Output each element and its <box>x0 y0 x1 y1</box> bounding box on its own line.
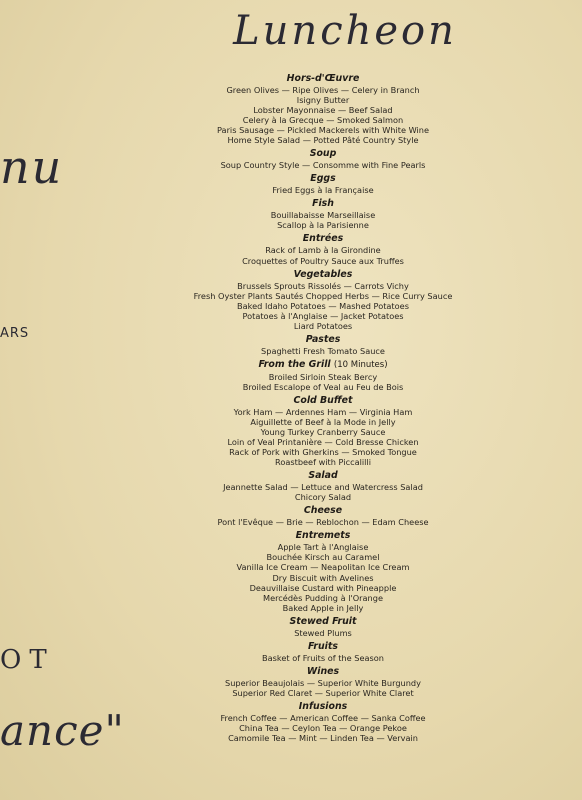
menu-item-line: Pont l'Evêque — Brie — Reblochon — Edam Cheese <box>217 517 429 528</box>
section-heading-text: Fruits <box>308 640 338 652</box>
menu-section <box>176 73 470 145</box>
menu-item-line: Dry Biscuit with Avelines <box>272 572 374 583</box>
menu-section <box>176 395 470 467</box>
cover-fragment-ars: ARS <box>0 326 30 341</box>
menu-item-line: Lobster Mayonnaise — Beef Salad <box>253 105 393 116</box>
menu-section <box>176 173 470 195</box>
section-heading <box>176 233 470 244</box>
menu-title: Luncheon <box>233 8 457 54</box>
section-heading <box>176 701 470 712</box>
menu-item-line: Chicory Salad <box>294 492 352 503</box>
menu-item-line: Home Style Salad — Potted Pâté Country Style <box>227 135 419 146</box>
section-heading-text: Infusions <box>298 700 348 712</box>
section-heading-text: Cold Buffet <box>293 394 353 406</box>
menu-item-line: Brussels Sprouts Rissolés — Carrots Vichy <box>237 280 409 291</box>
menu-section <box>176 148 470 170</box>
menu-item-line: French Coffee — American Coffee — Sanka Coffee <box>220 712 426 723</box>
menu-item-line: Green Olives — Ripe Olives — Celery in Branch <box>226 85 420 95</box>
section-heading <box>176 530 470 541</box>
menu-section <box>176 359 470 392</box>
menu-item-line: Fresh Oyster Plants Sautés Chopped Herbs — Rice Curry Sauce <box>193 290 453 301</box>
menu-section <box>176 616 470 638</box>
menu-item-line: Superior Red Claret — Superior White Claret <box>232 687 414 698</box>
section-heading <box>176 173 470 184</box>
menu-item-line: Broiled Escalope of Veal au Feu de Bois <box>242 381 404 392</box>
section-heading <box>176 148 470 159</box>
menu-section <box>176 641 470 663</box>
menu-item-line: Isigny Butter <box>296 95 350 106</box>
menu-item-line: Fried Eggs à la Française <box>272 185 374 196</box>
menu-section <box>176 666 470 698</box>
section-heading-text: Wines <box>306 665 340 677</box>
menu-item-line: Celery à la Grecque — Smoked Salmon <box>242 115 404 126</box>
section-heading <box>176 641 470 652</box>
menu-item-line: Potatoes à l'Anglaise — Jacket Potatoes <box>242 310 404 321</box>
menu-section <box>176 269 470 331</box>
menu-list <box>176 70 470 743</box>
section-heading-text: Fish <box>312 198 334 210</box>
menu-section <box>176 530 470 612</box>
section-heading-text: Vegetables <box>293 268 353 280</box>
menu-item-line: York Ham — Ardennes Ham — Virginia Ham <box>233 406 413 417</box>
menu-item-line: Soup Country Style — Consomme with Fine Pearls <box>220 160 426 171</box>
menu-item-line: Stewed Plums <box>294 627 352 638</box>
menu-item-line: Broiled Sirloin Steak Bercy <box>268 371 378 382</box>
menu-item-line: Apple Tart à l'Anglaise <box>277 542 369 553</box>
cover-fragment-nu: nu <box>0 140 64 194</box>
section-heading-text: Entrées <box>302 233 344 245</box>
section-heading-text: Entremets <box>295 530 351 542</box>
menu-item-line: Loin of Veal Printanière — Cold Bresse Chicken <box>227 437 419 448</box>
section-heading-text: Pastes <box>305 333 341 345</box>
section-heading <box>176 505 470 516</box>
menu-item-line: Vanilla Ice Cream — Neapolitan Ice Cream <box>236 562 410 573</box>
section-heading <box>176 198 470 209</box>
menu-item-line: Superior Beaujolais — Superior White Burgundy <box>225 677 421 688</box>
menu-item-line: Rack of Pork with Gherkins — Smoked Tongue <box>229 447 417 458</box>
menu-item-line: Aiguillette of Beef à la Mode in Jelly <box>250 416 396 427</box>
menu-section <box>176 198 470 230</box>
menu-item-line: China Tea — Ceylon Tea — Orange Pekoe <box>239 722 407 733</box>
menu-item-line: Croquettes of Poultry Sauce aux Truffes <box>242 255 404 266</box>
menu-item-line: Young Turkey Cranberry Sauce <box>260 427 386 438</box>
section-heading <box>176 470 470 481</box>
section-heading <box>176 73 470 84</box>
section-heading-text: Cheese <box>303 505 343 517</box>
menu-item-line: Mercédès Pudding à l'Orange <box>263 592 383 603</box>
menu-item-line: Deauvillaise Custard with Pineapple <box>249 582 397 593</box>
menu-item-line: Baked Apple in Jelly <box>282 602 364 613</box>
menu-item-line: Jeannette Salad — Lettuce and Watercress Salad <box>223 482 423 493</box>
menu-item-line: Bouillabaisse Marseillaise <box>270 210 376 221</box>
section-heading-text: Soup <box>309 148 337 160</box>
menu-item-line: Roastbeef with Piccalilli <box>275 457 371 468</box>
menu-item-line: Liard Potatoes <box>293 320 353 331</box>
menu-item-line: Baked Idaho Potatoes — Mashed Potatoes <box>237 300 409 311</box>
menu-section <box>176 701 470 743</box>
section-heading-text: Hors-d'Œuvre <box>286 73 360 84</box>
menu-item-line: Bouchée Kirsch au Caramel <box>266 552 380 563</box>
section-heading <box>176 359 470 371</box>
menu-item-line: Paris Sausage — Pickled Mackerels with White Wine <box>216 125 430 136</box>
section-heading-text: Salad <box>308 470 338 482</box>
section-heading <box>176 616 470 627</box>
section-heading-text: Stewed Fruit <box>289 615 357 627</box>
section-heading <box>176 666 470 677</box>
menu-item-line: Rack of Lamb à la Girondine <box>265 245 381 256</box>
cover-fragment-ance: ance" <box>0 706 125 755</box>
section-heading <box>176 269 470 280</box>
section-note: (10 Minutes) <box>333 359 388 370</box>
menu-item-line: Spaghetti Fresh Tomato Sauce <box>261 345 385 356</box>
section-heading-text: Eggs <box>310 173 336 185</box>
section-heading <box>176 395 470 406</box>
section-heading-text: From the Grill <box>258 358 331 370</box>
menu-item-line: Camomile Tea — Mint — Linden Tea — Vervain <box>228 732 418 743</box>
menu-section <box>176 334 470 356</box>
menu-item-line: Scallop à la Parisienne <box>277 220 369 231</box>
menu-section <box>176 470 470 502</box>
menu-section <box>176 233 470 265</box>
menu-section <box>176 505 470 527</box>
section-heading <box>176 334 470 345</box>
menu-item-line: Basket of Fruits of the Season <box>262 652 384 663</box>
cover-fragment-ot: OT <box>0 645 55 675</box>
